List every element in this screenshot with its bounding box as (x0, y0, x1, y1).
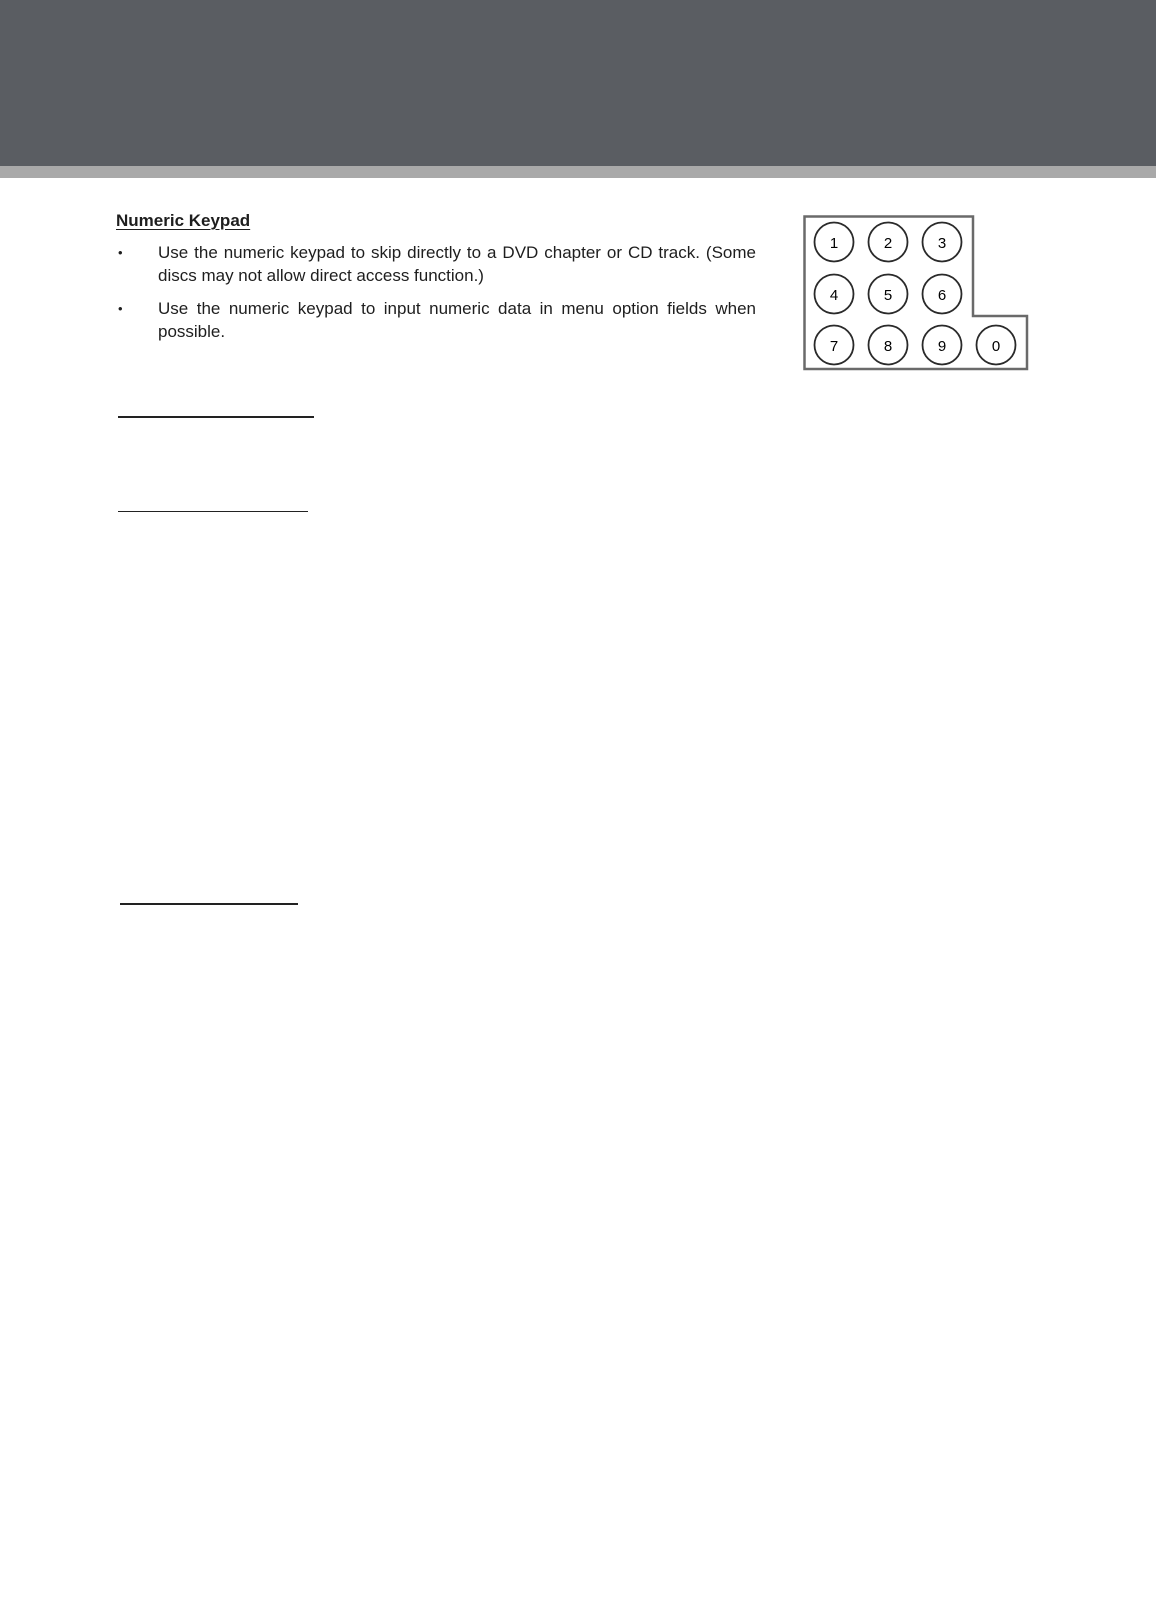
header-stripe (0, 166, 1156, 178)
numeric-keypad-diagram (803, 215, 1031, 373)
key-0 (977, 326, 1016, 365)
section-rule (120, 903, 298, 905)
svg-text:9: 9 (937, 338, 947, 355)
bullet-item (116, 241, 756, 287)
header-band (0, 0, 1156, 166)
svg-text:3: 3 (937, 235, 947, 252)
key-1 (815, 223, 854, 262)
bullet-text: Use the numeric keypad to input numeric data in menu option fields when possible. (158, 299, 756, 341)
section-rule (118, 511, 308, 512)
bullet-text: Use the numeric keypad to skip directly to a DVD chapter or CD track. (Some discs may not allow direct access function.) (158, 243, 756, 285)
key-9 (923, 326, 962, 365)
key-2 (869, 223, 908, 262)
key-7 (815, 326, 854, 365)
svg-text:4: 4 (829, 287, 839, 304)
svg-text:1: 1 (829, 235, 839, 252)
svg-text:8: 8 (883, 338, 893, 355)
key-4 (815, 275, 854, 314)
svg-text:5: 5 (883, 287, 893, 304)
svg-text:2: 2 (883, 235, 893, 252)
svg-text:0: 0 (991, 338, 1001, 355)
section-title: Numeric Keypad (116, 211, 251, 230)
section-rule (118, 416, 314, 418)
key-6 (923, 275, 962, 314)
bullet-item (116, 297, 756, 343)
bullet-dot: • (118, 301, 123, 316)
svg-text:7: 7 (829, 338, 839, 355)
bullet-list (116, 241, 756, 353)
svg-text:6: 6 (937, 287, 947, 304)
bullet-dot: • (118, 245, 123, 260)
key-5 (869, 275, 908, 314)
key-8 (869, 326, 908, 365)
key-3 (923, 223, 962, 262)
